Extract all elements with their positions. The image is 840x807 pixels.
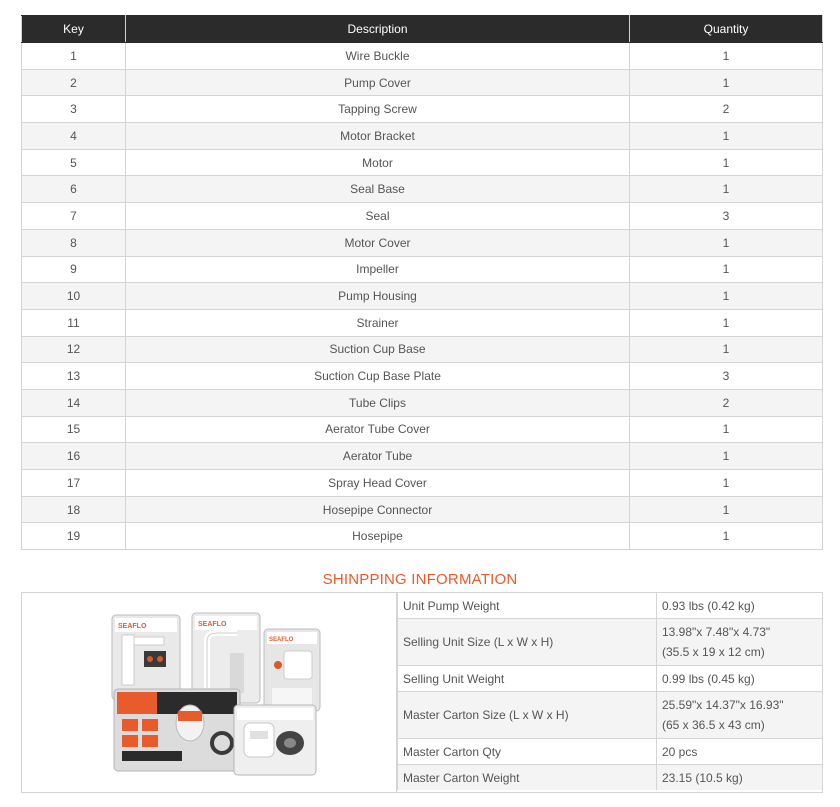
cell-quantity: 1 (630, 123, 823, 150)
cell-quantity: 2 (630, 96, 823, 123)
cell-key: 9 (22, 256, 126, 283)
cell-quantity: 1 (630, 336, 823, 363)
cell-quantity: 1 (630, 229, 823, 256)
cell-key: 1 (22, 43, 126, 70)
table-row (22, 309, 823, 336)
cell-quantity: 1 (630, 283, 823, 310)
cell-key: 4 (22, 123, 126, 150)
cell-quantity: 1 (630, 523, 823, 550)
cell-description: Aerator Tube Cover (126, 416, 630, 443)
cell-key: 10 (22, 283, 126, 310)
cell-description: Tube Clips (126, 389, 630, 416)
shipping-value-line: 13.98"x 7.48"x 4.73" (662, 625, 771, 639)
cell-key: 5 (22, 149, 126, 176)
cell-description: Wire Buckle (126, 43, 630, 70)
table-row (22, 96, 823, 123)
shipping-value-metric: (65 x 36.5 x 43 cm) (662, 718, 765, 732)
cell-description: Seal (126, 203, 630, 230)
table-row (398, 692, 823, 739)
table-row (22, 416, 823, 443)
shipping-label: Unit Pump Weight (398, 593, 657, 619)
cell-key: 13 (22, 363, 126, 390)
cell-quantity: 1 (630, 69, 823, 96)
table-row (22, 203, 823, 230)
cell-quantity: 3 (630, 203, 823, 230)
shipping-value (657, 593, 823, 619)
shipping-value (657, 692, 823, 739)
table-row (22, 229, 823, 256)
parts-table-body (22, 43, 823, 550)
brand-logo-3: SEAFLO (269, 637, 294, 643)
cell-key: 2 (22, 69, 126, 96)
shipping-value-line: 20 pcs (662, 744, 698, 759)
cell-key: 15 (22, 416, 126, 443)
cell-quantity: 1 (630, 309, 823, 336)
cell-key: 7 (22, 203, 126, 230)
table-row (22, 443, 823, 470)
table-row (22, 283, 823, 310)
cell-key: 11 (22, 309, 126, 336)
table-row (22, 336, 823, 363)
cell-description: Hosepipe (126, 523, 630, 550)
table-row (22, 523, 823, 550)
cell-description: Suction Cup Base Plate (126, 363, 630, 390)
shipping-table (397, 593, 822, 790)
cell-key: 12 (22, 336, 126, 363)
shipping-value-line: 0.99 lbs (0.45 kg) (662, 671, 755, 686)
cell-description: Strainer (126, 309, 630, 336)
header-key: Key (22, 16, 126, 43)
cell-quantity: 1 (630, 176, 823, 203)
cell-key: 14 (22, 389, 126, 416)
cell-quantity: 1 (630, 256, 823, 283)
brand-logo-2: SEAFLO (198, 621, 227, 628)
header-quantity: Quantity (630, 16, 823, 43)
cell-description: Motor Bracket (126, 123, 630, 150)
shipping-info-box (21, 592, 823, 793)
table-row (22, 149, 823, 176)
cell-key: 16 (22, 443, 126, 470)
cell-quantity: 2 (630, 389, 823, 416)
cell-quantity: 1 (630, 443, 823, 470)
parts-table-header (22, 16, 823, 43)
cell-key: 6 (22, 176, 126, 203)
table-row (22, 470, 823, 497)
cell-description: Suction Cup Base (126, 336, 630, 363)
cell-description: Hosepipe Connector (126, 496, 630, 523)
shipping-value (657, 739, 823, 765)
shipping-table-body (398, 593, 823, 790)
cell-quantity: 1 (630, 470, 823, 497)
cell-description: Pump Cover (126, 69, 630, 96)
shipping-value (657, 765, 823, 791)
cell-key: 17 (22, 470, 126, 497)
parts-table (21, 15, 823, 550)
table-row (22, 363, 823, 390)
shipping-title: SHINPPING INFORMATION (322, 571, 518, 588)
shipping-value (657, 666, 823, 692)
shipping-label: Master Carton Size (L x W x H) (398, 692, 657, 739)
shipping-value-metric: (35.5 x 19 x 12 cm) (662, 645, 765, 659)
cell-key: 3 (22, 96, 126, 123)
shipping-label: Master Carton Weight (398, 765, 657, 791)
package-right (264, 629, 320, 711)
cell-quantity: 1 (630, 149, 823, 176)
table-row (22, 389, 823, 416)
cell-quantity: 1 (630, 43, 823, 70)
package-back-left (112, 615, 180, 700)
table-row (22, 69, 823, 96)
package-front (114, 689, 240, 771)
shipping-label: Selling Unit Weight (398, 666, 657, 692)
cell-description: Motor Cover (126, 229, 630, 256)
cell-key: 18 (22, 496, 126, 523)
shipping-label: Master Carton Qty (398, 739, 657, 765)
cell-key: 19 (22, 523, 126, 550)
product-packaging-illustration (22, 593, 397, 792)
table-row (22, 496, 823, 523)
cell-key: 8 (22, 229, 126, 256)
shipping-value-line: 25.59"x 14.37"x 16.93" (662, 698, 784, 712)
cell-description: Tapping Screw (126, 96, 630, 123)
table-row (22, 256, 823, 283)
table-row (398, 666, 823, 692)
cell-quantity: 1 (630, 496, 823, 523)
shipping-label: Selling Unit Size (L x W x H) (398, 619, 657, 666)
cell-description: Pump Housing (126, 283, 630, 310)
table-row (22, 123, 823, 150)
cell-description: Impeller (126, 256, 630, 283)
cell-description: Motor (126, 149, 630, 176)
table-row (398, 739, 823, 765)
table-row (398, 765, 823, 791)
cell-description: Seal Base (126, 176, 630, 203)
shipping-value-line: 0.93 lbs (0.42 kg) (662, 598, 755, 613)
header-description: Description (126, 16, 630, 43)
shipping-value (657, 619, 823, 666)
table-row (398, 593, 823, 619)
table-row (22, 43, 823, 70)
package-front-small (234, 705, 316, 775)
shipping-value-line: 23.15 (10.5 kg) (662, 770, 743, 785)
table-row (398, 619, 823, 666)
cell-description: Spray Head Cover (126, 470, 630, 497)
cell-quantity: 3 (630, 363, 823, 390)
product-packaging-image (22, 593, 397, 792)
cell-quantity: 1 (630, 416, 823, 443)
cell-description: Aerator Tube (126, 443, 630, 470)
table-row (22, 176, 823, 203)
brand-logo-1: SEAFLO (118, 623, 147, 630)
